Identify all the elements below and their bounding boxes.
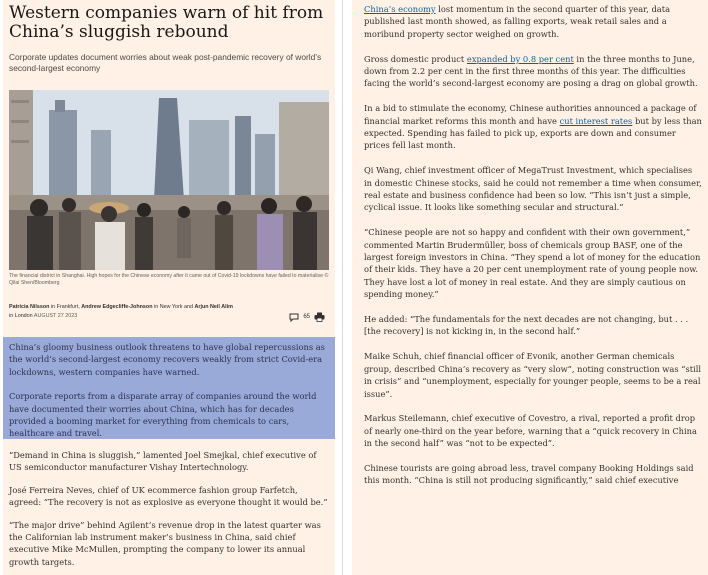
- comment-count[interactable]: 65: [303, 313, 310, 320]
- article-paragraph: [364, 3, 702, 40]
- column-divider: [342, 0, 343, 575]
- gdp-link[interactable]: expanded by 0.8 per cent: [466, 53, 574, 64]
- article-standfirst: Corporate updates document worries about weak post-pandemic recovery of world’s second-largest economy: [9, 52, 322, 73]
- article-paragraph: “Demand in China is sluggish,” lamented Joel Smejkal, chief executive of US semiconductor manufacturer Vishay Intertechnology.: [9, 450, 317, 473]
- paragraph-text: Gross domestic product: [364, 53, 467, 64]
- byline-location: in New York and: [152, 304, 195, 310]
- author-link[interactable]: Patricia Nilsson: [9, 304, 50, 310]
- byline-location: in Frankfurt,: [49, 304, 82, 310]
- highlighted-paragraphs: [3, 337, 335, 439]
- paragraph-text: lost momentum in the second quarter of this year, data published last month showed, as falling exports, weak retail sales and a moribund property sector weighed on growth.: [364, 4, 671, 39]
- article-paragraph: [364, 102, 702, 152]
- paragraph-text: but by less than expected. Spending has failed to pick up, exports are down and consumer prices fell last month.: [364, 115, 702, 151]
- byline-area: [9, 303, 329, 325]
- left-column: [3, 0, 335, 575]
- article-paragraph: China’s gloomy business outlook threatens to have global repercussions as the world’s second-largest economy recovers weakly from strict Covid-era lockdowns, western companies have warned.: [9, 342, 325, 377]
- interest-rates-link[interactable]: cut interest rates: [559, 115, 633, 126]
- print-icon[interactable]: [314, 307, 325, 326]
- article-paragraph: Maike Schuh, chief financial officer of Evonik, another German chemicals group, described China’s recovery as “very slow”, noting construction was “still in crisis” and “unemployment, especially for younger people, seems to be a real issue”.: [364, 351, 702, 399]
- author-link[interactable]: Arjun Neil Alim: [194, 304, 233, 310]
- article-paragraph: Markus Steilemann, chief executive of Covestro, a rival, reported a profit drop of nearly one-third on the year before, warning that a “quick recovery in China in the second half” was “not to be expected”.: [364, 413, 697, 449]
- article-paragraph: “Chinese people are not so happy and confident with their own government,” commented Martin Brudermüller, boss of chemicals group BASF, one of the largest foreign investors in China. “They spend a lot of money for the education of their kids. They have a 20 per cent unemployment rate of young people now. They have lost a lot of money in real estate. And they are simply cautious on spending money.”: [364, 227, 701, 300]
- shanghai-street-photo: [9, 90, 329, 270]
- byline: [9, 303, 279, 321]
- article-paragraph: Corporate reports from a disparate array of companies around the world have documented their worries about China, which has for decades provided a booming market for everything from chemicals to cars, healthcare and travel.: [9, 391, 317, 439]
- byline-location: in London: [9, 313, 34, 319]
- article-paragraph: “The major drive” behind Agilent’s revenue drop in the latest quarter was the Californian lab instrument maker’s business in China, said chief executive Mike McMullen, prompting the company to lower its annual growth targets.: [9, 519, 321, 567]
- comment-icon[interactable]: [289, 307, 299, 326]
- photo-caption: The financial district in Shanghai. High hopes for the Chinese economy after it came out of Covid-19 lockdowns have failed to materialise © Qilai Shen/Bloomberg: [9, 273, 329, 286]
- author-link[interactable]: Andrew Edgecliffe-Johnson: [81, 304, 153, 310]
- left-body: [9, 449, 329, 568]
- article-paragraph: Qi Wang, chief investment officer of MegaTrust Investment, which specialises in domestic Chinese stocks, said he could not remember a time when consumer, real estate and business confidence had been so low. “This isn’t just a simple, cyclical issue. It looks like something secular and structural.”: [364, 165, 702, 213]
- paragraph-text: in the three months to June, down from 2.2 per cent in the first three months of this year. The difficulties facing the world’s second-largest economy are posing a drag on global growth.: [364, 53, 698, 89]
- article-paragraph: He added: “The fundamentals for the next decades are not changing, but . . . [the recovery] is not kicking in, in the second half.”: [364, 314, 689, 337]
- right-body: [364, 3, 702, 487]
- china-economy-link[interactable]: China’s economy: [364, 4, 436, 14]
- article-paragraph: [364, 53, 702, 90]
- article-headline: Western companies warn of hit from China’s sluggish rebound: [9, 3, 324, 42]
- article-paragraph: José Ferreira Neves, chief of UK ecommerce fashion group Farfetch, agreed: “The recovery is not as explosive as everyone thought it would be.”: [9, 484, 328, 508]
- article-tools: [289, 307, 325, 326]
- article-paragraph: Chinese tourists are going abroad less, travel company Booking Holdings said this month. “China is still not producing significantly,” said chief executive: [364, 462, 694, 486]
- article-photo: [9, 90, 329, 270]
- publish-date: AUGUST 27 2023: [33, 313, 78, 319]
- paragraph-text: In a bid to stimulate the economy, Chinese authorities announced a package of financial market reforms this month and have: [364, 103, 697, 126]
- right-column: [352, 0, 708, 575]
